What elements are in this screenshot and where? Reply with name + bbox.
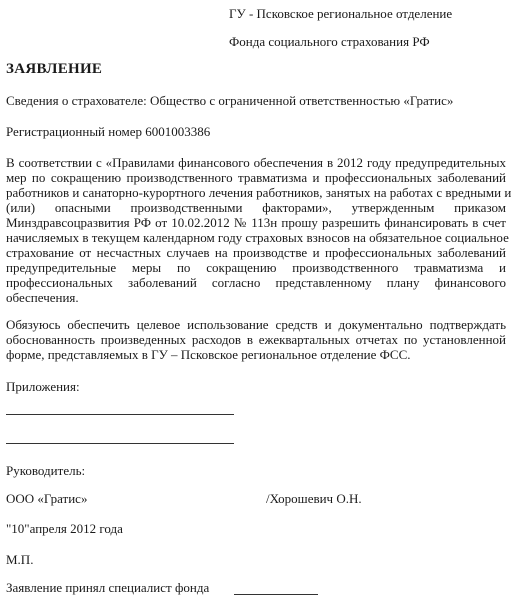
main-paragraph [6,155,511,305]
insurer-info: Сведения о страхователе: Общество с ограниченной ответственностью «Гратис» [6,93,454,108]
document-title: ЗАЯВЛЕНИЕ [6,61,103,77]
paragraph-line: В соответствии с «Правилами финансового обеспечения в 2012 году предупредительных [6,155,506,170]
paragraph-line: обеспечения. [6,290,79,305]
addressee-line-2: Фонда социального страхования РФ [229,34,430,49]
signature-name: /Хорошевич О.Н. [266,491,362,506]
attachment-blank-line-1 [6,414,234,415]
document-date: "10"апреля 2012 года [6,521,123,536]
paragraph-line: обоснованность произведенных расходов в ежеквартальных отчетах по установленной [6,332,506,347]
registration-number: Регистрационный номер 6001003386 [6,124,211,139]
seal-placeholder: М.П. [6,552,34,567]
paragraph-line: предупредительные меры по сокращению производственного травматизма и [6,260,506,275]
paragraph-line: форме, представляемых в ГУ – Псковское региональное отделение ФСС. [6,347,411,362]
paragraph-line: мер по сокращению производственного травматизма и профессиональных заболеваний [6,170,506,185]
addressee-line-1: ГУ - Псковское региональное отделение [229,6,453,21]
attachments-label: Приложения: [6,379,80,394]
accepted-by-blank-line [234,594,318,595]
paragraph-line: Минздравсоцразвития РФ от 10.02.2012 № 113н прошу разрешить финансировать в счет [6,215,506,230]
head-label: Руководитель: [6,463,86,478]
accepted-by: Заявление принял специалист фонда [6,580,210,595]
paragraph-line: работников и санаторно-курортного лечения работников, занятых на работах с вредными и [6,185,511,200]
paragraph-line: профессиональных заболеваний согласно представленному плану финансового [6,275,506,290]
paragraph-line: начисляемых в текущем календарном году страховых взносов на обязательное социальное [6,230,509,245]
paragraph-line: страхование от несчастных случаев на производстве и профессиональных заболеваний [6,245,506,260]
attachment-blank-line-2 [6,443,234,444]
paragraph-line: (или) опасными производственными факторами», утвержденным приказом [6,200,506,215]
obligation-paragraph [6,317,506,362]
company-name: ООО «Гратис» [6,491,88,506]
paragraph-line: Обязуюсь обеспечить целевое использование средств и документально подтверждать [6,317,506,332]
